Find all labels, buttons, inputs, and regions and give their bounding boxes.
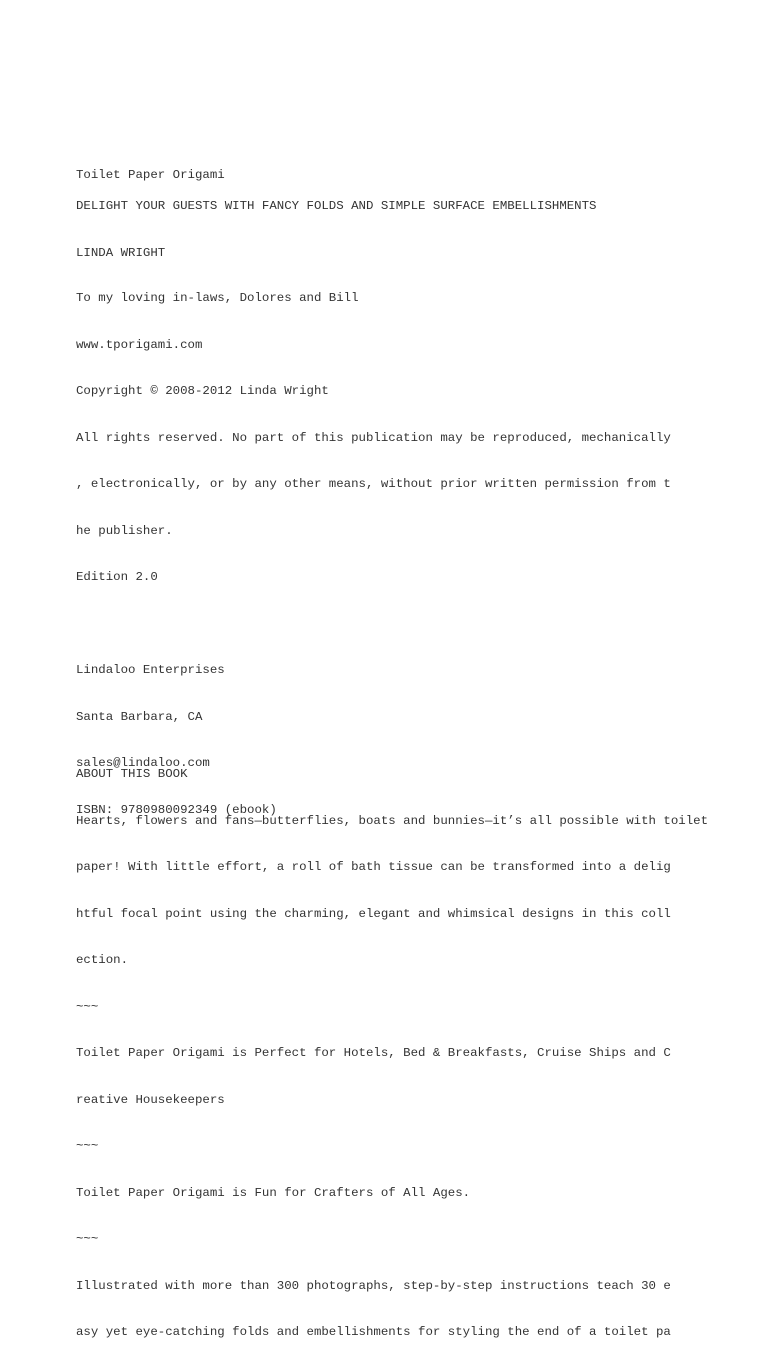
about-line-6: Toilet Paper Origami is Perfect for Hotels, Bed & Breakfasts, Cruise Ships and C [76, 1046, 671, 1060]
about-line-8: ~~~ [76, 1139, 99, 1153]
website-line: www.tporigami.com [76, 337, 203, 352]
book-title: Toilet Paper Origami [76, 168, 225, 182]
rights-line-2: , electronically, or by any other means, without prior written permission from t [76, 477, 671, 491]
about-line-11: Illustrated with more than 300 photographs, step-by-step instructions teach 30 e [76, 1278, 671, 1293]
about-line-2: paper! With little effort, a roll of bath tissue can be transformed into a delig [76, 860, 671, 874]
blank-line [76, 617, 671, 633]
copyright-line: Copyright © 2008-2012 Linda Wright [76, 384, 329, 398]
about-line-3: htful focal point using the charming, elegant and whimsical designs in this coll [76, 906, 671, 921]
book-subtitle: DELIGHT YOUR GUESTS WITH FANCY FOLDS AND SIMPLE SURFACE EMBELLISHMENTS [76, 199, 597, 213]
dedication-line: To my loving in-laws, Dolores and Bill [76, 291, 359, 305]
about-line-1: Hearts, flowers and fans—butterflies, boats and bunnies—it’s all possible with toilet [76, 813, 709, 828]
about-book-block [76, 736, 708, 1372]
email-line: sales@lindaloo.com [76, 756, 210, 770]
rights-line-1: All rights reserved. No part of this publication may be reproduced, mechanically [76, 430, 671, 445]
about-line-7: reative Housekeepers [76, 1092, 225, 1107]
location-line: Santa Barbara, CA [76, 709, 203, 724]
edition-line: Edition 2.0 [76, 570, 158, 584]
publisher-line: Lindaloo Enterprises [76, 663, 225, 677]
about-heading: ABOUT THIS BOOK [76, 767, 188, 781]
about-line-5: ~~~ [76, 999, 99, 1014]
about-line-12: asy yet eye-catching folds and embellishments for styling the end of a toilet pa [76, 1325, 671, 1339]
about-line-10: ~~~ [76, 1232, 99, 1246]
rights-line-3: he publisher. [76, 523, 173, 538]
book-author: LINDA WRIGHT [76, 245, 166, 260]
about-line-4: ection. [76, 953, 129, 967]
isbn-line: ISBN: 9780980092349 (ebook) [76, 802, 277, 817]
about-line-9: Toilet Paper Origami is Fun for Crafters of All Ages. [76, 1185, 471, 1200]
